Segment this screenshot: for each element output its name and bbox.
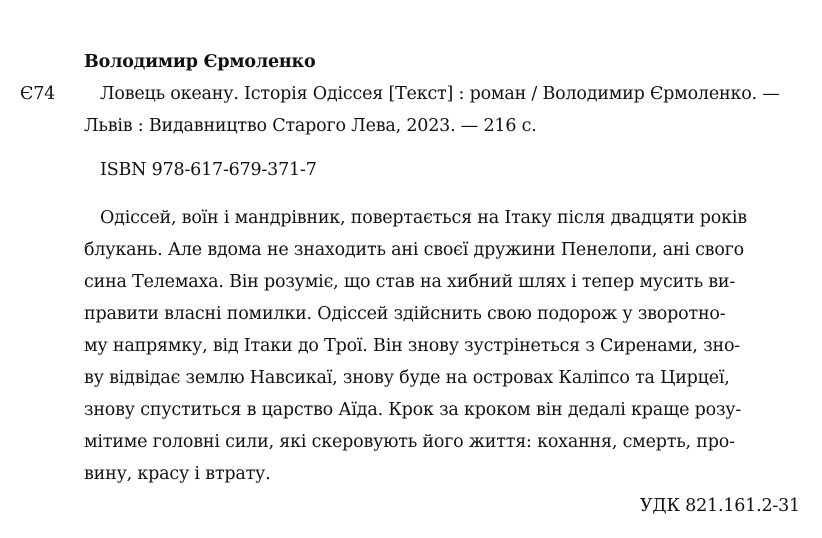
bibliographic-description-line: Львів : Видавництво Старого Лева, 2023. — 216 с.: [84, 116, 537, 136]
isbn: ISBN 978-617-679-371-7: [100, 160, 317, 180]
abstract-line: Одіссей, воїн і мандрівник, повертається на Ітаку після двадцяти років: [100, 208, 747, 228]
bibliographic-description-line: Ловець океану. Історія Одіссея [Текст] : роман / Володимир Єрмоленко. —: [100, 84, 780, 104]
abstract-line: му напрямку, від Ітаки до Трої. Він знову зустрінеться з Сиренами, зно-: [84, 336, 741, 356]
abstract-line: сина Телемаха. Він розуміє, що став на хибний шлях і тепер мусить ви-: [84, 272, 736, 292]
abstract-line: блукань. Але вдома не знаходить ані своєї дружини Пенелопи, ані свого: [84, 240, 744, 260]
abstract-line: знову спуститься в царство Аїда. Крок за кроком він дедалі краще розу-: [84, 400, 742, 420]
udc-code: УДК 821.161.2-31: [639, 496, 800, 516]
abstract-line: правити власні помилки. Одіссей здійснить свою подорож у зворотно-: [84, 304, 726, 324]
classification-code: Є74: [20, 84, 56, 104]
abstract-line: вину, красу і втрату.: [84, 464, 271, 484]
abstract-line: мітиме головні сили, які скеровують його життя: кохання, смерть, про-: [84, 432, 735, 452]
abstract-line: ву відвідає землю Навсикаї, знову буде на островах Каліпсо та Цирцеї,: [84, 368, 730, 388]
author-heading: Володимир Єрмоленко: [84, 52, 316, 72]
